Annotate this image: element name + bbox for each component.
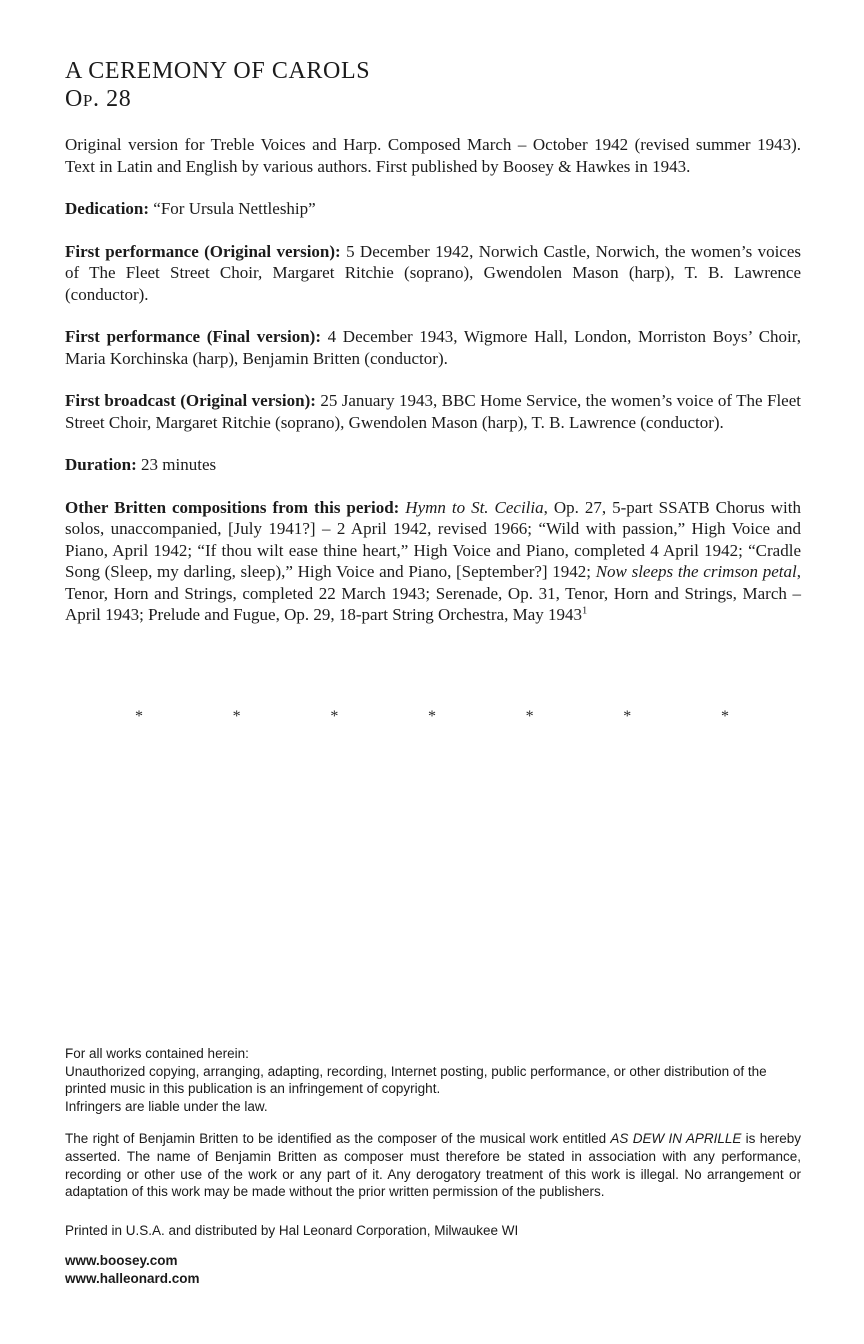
asterisk: * xyxy=(427,707,436,725)
asterisk: * xyxy=(720,707,729,725)
paragraph-first-broadcast-original: First broadcast (Original version): 25 January 1943, BBC Home Service, the women’s voice of The Fleet Street Choir, Margaret Ritchie (soprano), Gwendolen Mason (harp), T. B. Lawrence (conductor). xyxy=(65,391,801,432)
opus-number: Op. 28 xyxy=(65,86,132,112)
legal-footer xyxy=(65,1045,801,1288)
copyright-notice-liability: Infringers are liable under the law. xyxy=(65,1098,268,1114)
paragraph-duration: Duration: 23 minutes xyxy=(65,455,217,474)
asterisk-separator-row xyxy=(65,708,801,726)
publisher-urls xyxy=(65,1252,801,1287)
paragraph-first-performance-original: First performance (Original version): 5 December 1942, Norwich Castle, Norwich, the women’s voices of The Fleet Street Choir, Margaret Ritchie (soprano), Gwendolen Mason (harp), T. B. Lawrence (conductor). xyxy=(65,241,801,304)
asterisk: * xyxy=(135,707,143,725)
work-title: A CEREMONY OF CAROLS xyxy=(65,58,371,84)
main-text-column xyxy=(65,0,801,726)
paragraph-first-performance-final: First performance (Final version): 4 December 1943, Wigmore Hall, London, Morriston Boys’ Choir, Maria Korchinska (harp), Benjamin Britten (conductor). xyxy=(65,327,801,368)
asterisk: * xyxy=(525,707,534,725)
asterisk: * xyxy=(330,707,339,725)
copyright-notice-intro: For all works contained herein: xyxy=(65,1046,249,1061)
moral-rights-notice: The right of Benjamin Britten to be identified as the composer of the musical work entitled AS DEW IN APRILLE is hereby asserted. The name of Benjamin Britten as composer must therefore be stated in association with any performance, recording or other use of the work or any part of it. Any derogatory treatment of this work is illegal. No arrangement or adaptation of this work may be made without the prior written permission of the publishers. xyxy=(65,1131,801,1200)
halleonard-url: www.halleonard.com xyxy=(65,1270,200,1286)
asterisk: * xyxy=(623,707,632,725)
paragraph-dedication: Dedication: “For Ursula Nettleship” xyxy=(65,199,316,218)
boosey-url: www.boosey.com xyxy=(65,1253,178,1269)
paragraph-other-compositions: Other Britten compositions from this period: Hymn to St. Cecilia, Op. 27, 5-part SSATB Chorus with solos, unaccompanied, [July 1941?] – 2 April 1942, revised 1966; “Wild with passion,” High Voice and Piano, April 1942; “If thou wilt ease thine heart,” High Voice and Piano, completed 4 April 1942; “Cradle Song (Sleep, my darling, sleep),” High Voice and Piano, [September?] 1942; Now sleeps the crimson petal, Tenor, Horn and Strings, completed 22 March 1943; Serenade, Op. 31, Tenor, Horn and Strings, March – April 1943; Prelude and Fugue, Op. 29, 18-part String Orchestra, May 1943$^1$ xyxy=(65,497,802,624)
paragraph-version-info: Original version for Treble Voices and Harp. Composed March – October 1942 (revised summer 1943). Text in Latin and English by various authors. First published by Boosey & Hawkes in 1943. xyxy=(65,135,801,176)
asterisk: * xyxy=(232,707,241,725)
printed-distribution-line: Printed in U.S.A. and distributed by Hal Leonard Corporation, Milwaukee WI xyxy=(65,1222,519,1238)
copyright-notice-body: Unauthorized copying, arranging, adapting, recording, Internet posting, public performance, or other distribution of the printed music in this publication is an infringement of copyright. xyxy=(65,1063,767,1097)
